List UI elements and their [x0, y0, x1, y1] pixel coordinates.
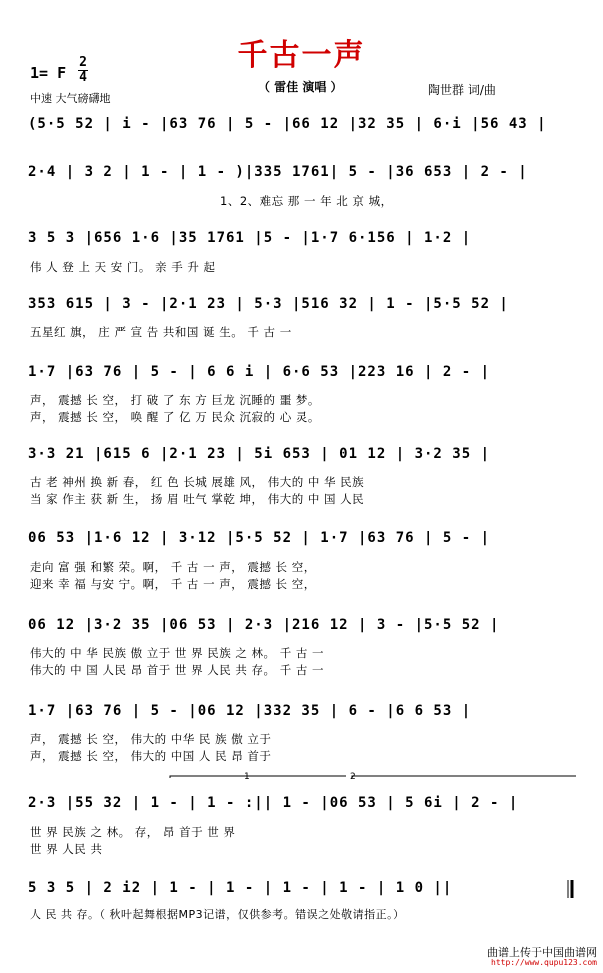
- lyric-line: 迎来 幸 福 与安 宁。啊， 千 古 一 声， 震撼 长 空，: [30, 577, 316, 591]
- volta-2-bracket: [352, 776, 576, 778]
- lyric-line: 声， 震撼 长 空， 打 破 了 东 方 巨龙 沉睡的 噩 梦。: [30, 393, 320, 407]
- volta-1: 1: [244, 772, 250, 782]
- lyric-line: 声， 震撼 长 空， 唤 醒 了 亿 万 民众 沉寂的 心 灵。: [30, 410, 320, 424]
- notation-row: 1·7 |63 76 | 5 - |06 12 |332 35 | 6 - |6 6 53 |: [28, 703, 472, 719]
- notation-row: 3·3 21 |615 6 |2·1 23 | 5i 653 | 01 12 | 3·2 35 |: [28, 446, 491, 462]
- meter-bottom: 4: [79, 70, 87, 85]
- meter-top: 2: [79, 55, 87, 70]
- volta-1-bracket: [170, 776, 346, 778]
- notation-row: 06 53 |1·6 12 | 3·12 |5·5 52 | 1·7 |63 76 | 5 - |: [28, 530, 491, 546]
- notation-row: 3 5 3 |656 1·6 |35 1761 |5 - |1·7 6·156 | 1·2 |: [28, 230, 472, 246]
- site-footer: 曲谱上传于中国曲谱网: [487, 946, 597, 959]
- lyric-line: 人 民 共 存。（ 秋叶起舞根据MP3记谱，仅供参考。错误之处敬请指正。）: [30, 908, 405, 921]
- lyric-line: 声， 震撼 长 空， 伟大的 中国 人 民 昂 首于: [30, 749, 272, 763]
- lyric-line: 伟 人 登 上 天 安 门。 亲 手 升 起: [30, 260, 216, 274]
- song-title: 千古一声: [237, 38, 366, 73]
- lyric-line: 世 界 民族 之 林。 存， 昂 首于 世 界: [30, 825, 236, 839]
- lyric-line: 声， 震撼 长 空， 伟大的 中华 民 族 傲 立于: [30, 732, 272, 746]
- notation-row: 2·3 |55 32 | 1 - | 1 - :|| 1 - |06 53 | 5 6i | 2 - |: [28, 795, 519, 811]
- tempo-marking: 中速 大气磅礴地: [30, 92, 111, 105]
- site-url[interactable]: http://www.qupu123.com: [491, 958, 597, 967]
- notation-row: 2·4 | 3 2 | 1 - | 1 - )|335 1761| 5 - |36 653 | 2 - |: [28, 164, 528, 180]
- lyric-line: 当 家 作主 获 新 生， 扬 眉 吐气 掌乾 坤， 伟大的 中 国 人民: [30, 492, 365, 506]
- lyric-line: 1、2、难忘 那 一 年 北 京 城，: [220, 194, 393, 208]
- lyric-line: 五星红 旗， 庄 严 宣 告 共和国 诞 生。 千 古 一: [30, 325, 292, 339]
- time-signature: [78, 57, 88, 84]
- lyric-line: 走向 富 强 和繁 荣。啊， 千 古 一 声， 震撼 长 空，: [30, 560, 316, 574]
- volta-2: 2: [350, 772, 356, 782]
- notation-row: 5 3 5 | 2 i2 | 1 - | 1 - | 1 - | 1 - | 1 0 ||: [28, 880, 453, 896]
- key-signature: 1= F: [30, 64, 67, 82]
- lyric-line: 古 老 神州 换 新 春， 红 色 长城 展雄 风， 伟大的 中 华 民族: [30, 475, 365, 489]
- composer-credit: 陶世群 词/曲: [428, 83, 496, 97]
- notation-row: 1·7 |63 76 | 5 - | 6 6 i | 6·6 53 |223 16 | 2 - |: [28, 364, 491, 380]
- lyric-line: 伟大的 中 国 人民 昂 首于 世 界 人民 共 存。 千 古 一: [30, 663, 325, 677]
- notation-row: 353 615 | 3 - |2·1 23 | 5·3 |516 32 | 1 - |5·5 52 |: [28, 296, 509, 312]
- lyric-line: 世 界 人民 共: [30, 842, 103, 856]
- singer-credit: （ 雷佳 演唱 ）: [258, 80, 343, 94]
- notation-row: 06 12 |3·2 35 |06 53 | 2·3 |216 12 | 3 - |5·5 52 |: [28, 617, 500, 633]
- notation-row: (5·5 52 | i - |63 76 | 5 - |66 12 |32 35 | 6·i |56 43 |: [28, 116, 547, 132]
- lyric-line: 伟大的 中 华 民族 傲 立于 世 界 民族 之 林。 千 古 一: [30, 646, 325, 660]
